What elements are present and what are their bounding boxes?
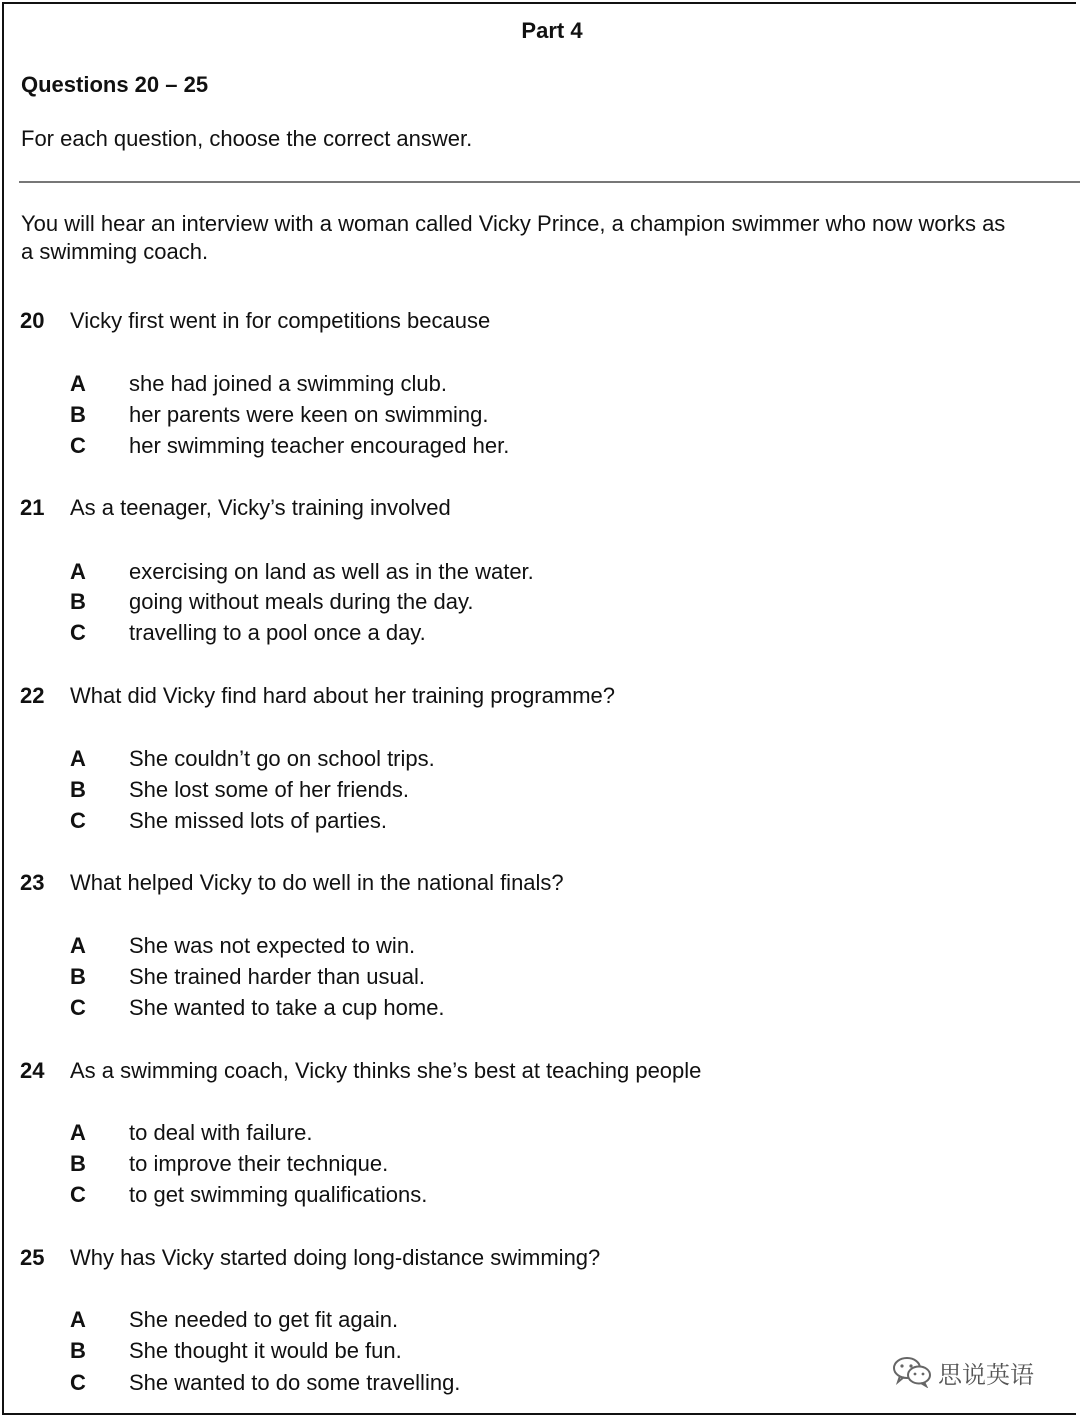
question-text: Vicky first went in for competitions because — [70, 308, 491, 333]
option-text: she had joined a swimming club. — [129, 371, 447, 396]
part-title: Part 4 — [521, 18, 583, 43]
question-number: 20 — [20, 308, 45, 333]
option-text: She missed lots of parties. — [129, 808, 388, 833]
option-text: She needed to get fit again. — [129, 1307, 399, 1332]
option-letter: A — [70, 746, 86, 771]
watermark — [892, 1352, 1034, 1392]
option-letter: C — [70, 1182, 86, 1207]
option-letter: B — [70, 1338, 86, 1363]
question-number: 23 — [20, 870, 45, 895]
watermark-text: 思说英语 — [938, 1360, 1034, 1389]
questions-range-heading: Questions 20 – 25 — [21, 72, 209, 97]
option-text: to deal with failure. — [129, 1120, 313, 1145]
intro-line-1: You will hear an interview with a woman called Vicky Prince, a champion swimmer who now works as — [21, 211, 1006, 236]
option-letter: C — [70, 808, 86, 833]
question-number: 21 — [20, 495, 45, 520]
option-letter: C — [70, 433, 86, 458]
option-letter: A — [70, 933, 86, 958]
option-letter: A — [70, 559, 86, 584]
question-stem — [20, 682, 1060, 710]
question-22 — [20, 682, 1060, 833]
question-number: 25 — [20, 1245, 45, 1270]
option-letter: C — [70, 1370, 86, 1395]
intro-paragraph — [21, 210, 1080, 266]
question-stem — [20, 494, 1060, 522]
option-text: She was not expected to win. — [129, 933, 416, 958]
divider-line — [19, 181, 1080, 183]
option-text: She wanted to do some travelling. — [129, 1370, 461, 1395]
question-text: As a teenager, Vicky’s training involved — [70, 495, 451, 520]
option-letter: B — [70, 964, 86, 989]
option-text: going without meals during the day. — [129, 589, 474, 614]
option-letter: A — [70, 1120, 86, 1145]
question-20 — [20, 307, 1060, 458]
wechat-icon — [892, 1356, 932, 1388]
question-24 — [20, 1057, 1060, 1207]
intro-line-2: a swimming coach. — [21, 239, 209, 264]
instruction-text: For each question, choose the correct answer. — [21, 126, 473, 151]
question-text: As a swimming coach, Vicky thinks she’s best at teaching people — [70, 1058, 702, 1083]
option-text: to improve their technique. — [129, 1151, 389, 1176]
question-stem — [20, 1057, 1060, 1085]
option-text: exercising on land as well as in the water. — [129, 559, 534, 584]
option-letter: A — [70, 371, 86, 396]
option-letter: B — [70, 777, 86, 802]
option-text: She trained harder than usual. — [129, 964, 425, 989]
option-letter: B — [70, 1151, 86, 1176]
option-letter: C — [70, 995, 86, 1020]
option-text: She lost some of her friends. — [129, 777, 410, 802]
option-letter: C — [70, 620, 86, 645]
option-letter: A — [70, 1307, 86, 1332]
option-text: her parents were keen on swimming. — [129, 402, 489, 427]
option-text: She couldn’t go on school trips. — [129, 746, 435, 771]
question-stem — [20, 1244, 1060, 1272]
question-number: 24 — [20, 1058, 45, 1083]
question-stem — [20, 869, 1060, 897]
question-stem — [20, 307, 1060, 335]
option-text: to get swimming qualifications. — [129, 1182, 428, 1207]
question-number: 22 — [20, 683, 45, 708]
option-text: travelling to a pool once a day. — [129, 620, 426, 645]
question-21 — [20, 494, 1060, 645]
question-23 — [20, 869, 1060, 1020]
option-text: She wanted to take a cup home. — [129, 995, 445, 1020]
question-text: Why has Vicky started doing long-distance swimming? — [70, 1245, 601, 1270]
question-text: What helped Vicky to do well in the national finals? — [70, 870, 564, 895]
option-text: She thought it would be fun. — [129, 1338, 402, 1363]
option-text: her swimming teacher encouraged her. — [129, 433, 510, 458]
question-text: What did Vicky find hard about her training programme? — [70, 683, 615, 708]
option-letter: B — [70, 589, 86, 614]
option-letter: B — [70, 402, 86, 427]
